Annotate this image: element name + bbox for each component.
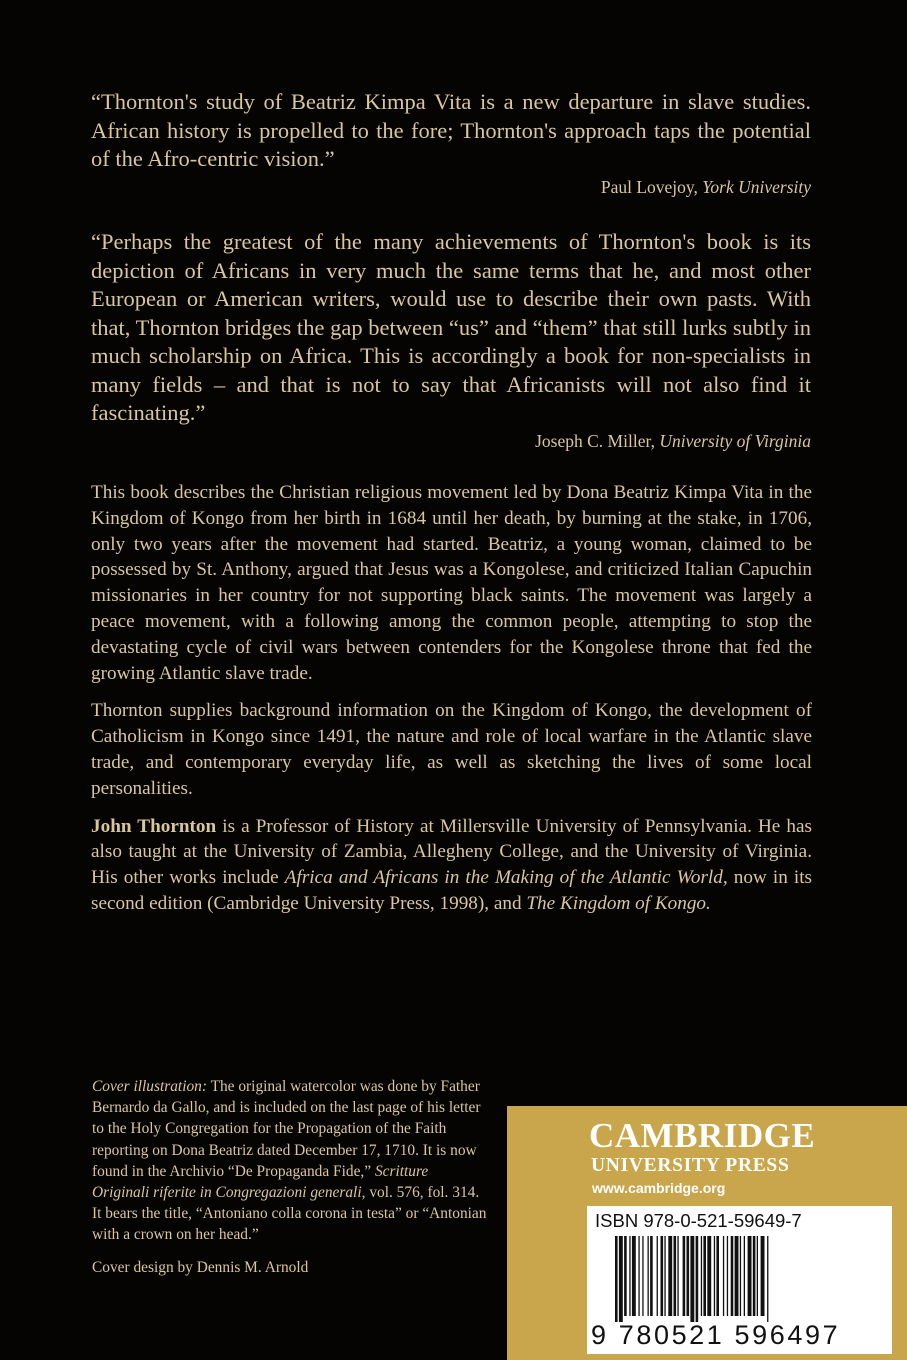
barcode-bar	[648, 1236, 649, 1316]
barcode-bar	[615, 1236, 618, 1322]
quote-attribution	[91, 430, 811, 452]
author-bio	[91, 814, 812, 917]
cover-note-text: The original watercolor was done by Father Bernardo da Gallo, and is included on the last page of his letter to the Holy Congregation for the Propagation of the Faith reporting on Dona Beatriz dated December 17, 1710. It is now found in the Archivio “De Propaganda Fide,”	[92, 1078, 481, 1180]
barcode-bar	[740, 1236, 741, 1316]
quote-text: “Thornton's study of Beatriz Kimpa Vita is a new departure in slave studies. African history is propelled to the fore; Thornton's approach taps the potential of the Afro-centric vision.”	[91, 89, 811, 171]
barcode-bar	[690, 1236, 694, 1322]
barcode-bar	[668, 1236, 672, 1316]
barcode-bar	[629, 1236, 630, 1316]
barcode-digits: 9 780521 596497	[591, 1320, 841, 1350]
quote-affiliation: York University	[702, 176, 811, 197]
quote-author: Paul Lovejoy,	[600, 176, 698, 197]
barcode-bar	[674, 1236, 677, 1316]
barcode-bar	[624, 1236, 627, 1316]
quote-attribution	[91, 176, 811, 198]
barcode-bar	[731, 1236, 734, 1316]
barcode-bar	[744, 1236, 745, 1316]
barcode-bar	[735, 1236, 739, 1316]
barcode-bar	[632, 1236, 636, 1316]
barcode-bar	[716, 1236, 719, 1316]
author-name: John Thornton	[91, 815, 217, 837]
publisher-logo-name: CAMBRIDGE	[589, 1116, 816, 1155]
barcode-bar	[748, 1236, 752, 1316]
publisher-website: www.cambridge.org	[592, 1180, 726, 1196]
barcode-bar	[714, 1236, 715, 1316]
book-description	[91, 480, 812, 929]
barcode-icon	[615, 1236, 877, 1322]
barcode-bar	[619, 1236, 623, 1322]
barcode-bar	[707, 1236, 711, 1316]
cover-illustration-note	[92, 1076, 488, 1246]
quote-affiliation: University of Virginia	[659, 430, 811, 451]
cover-credits	[92, 1076, 488, 1289]
barcode-bar	[723, 1236, 724, 1316]
barcode-bar	[664, 1236, 665, 1316]
barcode-bar	[687, 1236, 690, 1316]
author-bio-text: is a Professor of History at Millersville University of Pennsylvania. He has also taught at the University of Zambia, Allegheny College, and the University of Virginia. His other works include	[91, 815, 812, 889]
quote-lovejoy	[91, 88, 811, 198]
barcode-bar	[696, 1236, 699, 1322]
barcode-bar	[642, 1236, 643, 1316]
barcode-box	[587, 1206, 892, 1354]
isbn-label: ISBN 978-0-521-59649-7	[595, 1210, 802, 1231]
quote-text: “Perhaps the greatest of the many achievements of Thornton's book is its depiction of Africans in very much the same terms that he, and most other European or American writers, would use to describe their own pasts. With that, Thornton bridges the gap between “us” and “them” that still lurks subtly in much scholarship on Africa. This is accordingly a book for non-specialists in many fields – and that is not to say that Africanists will not also find it fascinating.”	[91, 229, 811, 425]
publisher-panel	[507, 1106, 907, 1360]
quote-miller	[91, 228, 811, 452]
barcode-bar	[753, 1236, 756, 1316]
description-paragraph: This book describes the Christian religious movement led by Dona Beatriz Kimpa Vita in the Kingdom of Kongo from her birth in 1684 until her death, by burning at the stake, in 1706, only two years after the movement had started. Beatriz, a young woman, claimed to be possessed by St. Anthony, argued that Jesus was a Kongolese, and criticized Italian Capuchin missionaries in her country for not supporting black saints. The movement was largely a peace movement, with a following among the common people, attempting to stop the devastating cycle of civil wars between contenders for the Kongolese throne that fed the growing Atlantic slave trade.	[91, 482, 812, 684]
barcode-bar	[683, 1236, 686, 1316]
barcode-bar	[638, 1236, 639, 1316]
author-bio-text: now in its second edition (Cambridge University Press, 1998), and	[91, 867, 812, 914]
barcode-bar	[761, 1236, 765, 1316]
barcode-bar	[677, 1236, 678, 1316]
barcode-bar	[650, 1236, 653, 1316]
book-title: Africa and Africans in the Making of the Atlantic World,	[284, 867, 728, 889]
book-title: The Kingdom of Kongo.	[526, 892, 711, 914]
cover-note-text: vol. 576, fol. 314. It bears the title, “Antoniano colla corona in testa” or “Antonian with a crown on her head.”	[92, 1184, 487, 1244]
barcode-bar	[661, 1236, 664, 1316]
cover-label: Cover illustration:	[92, 1078, 208, 1095]
barcode-bar	[767, 1236, 768, 1322]
archive-title: Scritture Originali riferite in Congregazioni generali,	[92, 1162, 429, 1202]
barcode-bar	[701, 1236, 702, 1316]
quote-author: Joseph C. Miller,	[535, 430, 655, 451]
cover-design-credit: Cover design by Dennis M. Arnold	[92, 1258, 309, 1276]
description-paragraph: Thornton supplies background information on the Kingdom of Kongo, the development of Catholicism in Kongo since 1491, the nature and role of local warfare in the Atlantic slave trade, and contemporary everyday life, as well as sketching the lives of some local personalities.	[91, 700, 812, 799]
barcode-bar	[757, 1236, 758, 1316]
barcode-bar	[727, 1236, 728, 1316]
barcode-bar	[703, 1236, 706, 1316]
publisher-logo-subtitle: UNIVERSITY PRESS	[591, 1155, 790, 1176]
barcode-bar	[657, 1236, 658, 1316]
